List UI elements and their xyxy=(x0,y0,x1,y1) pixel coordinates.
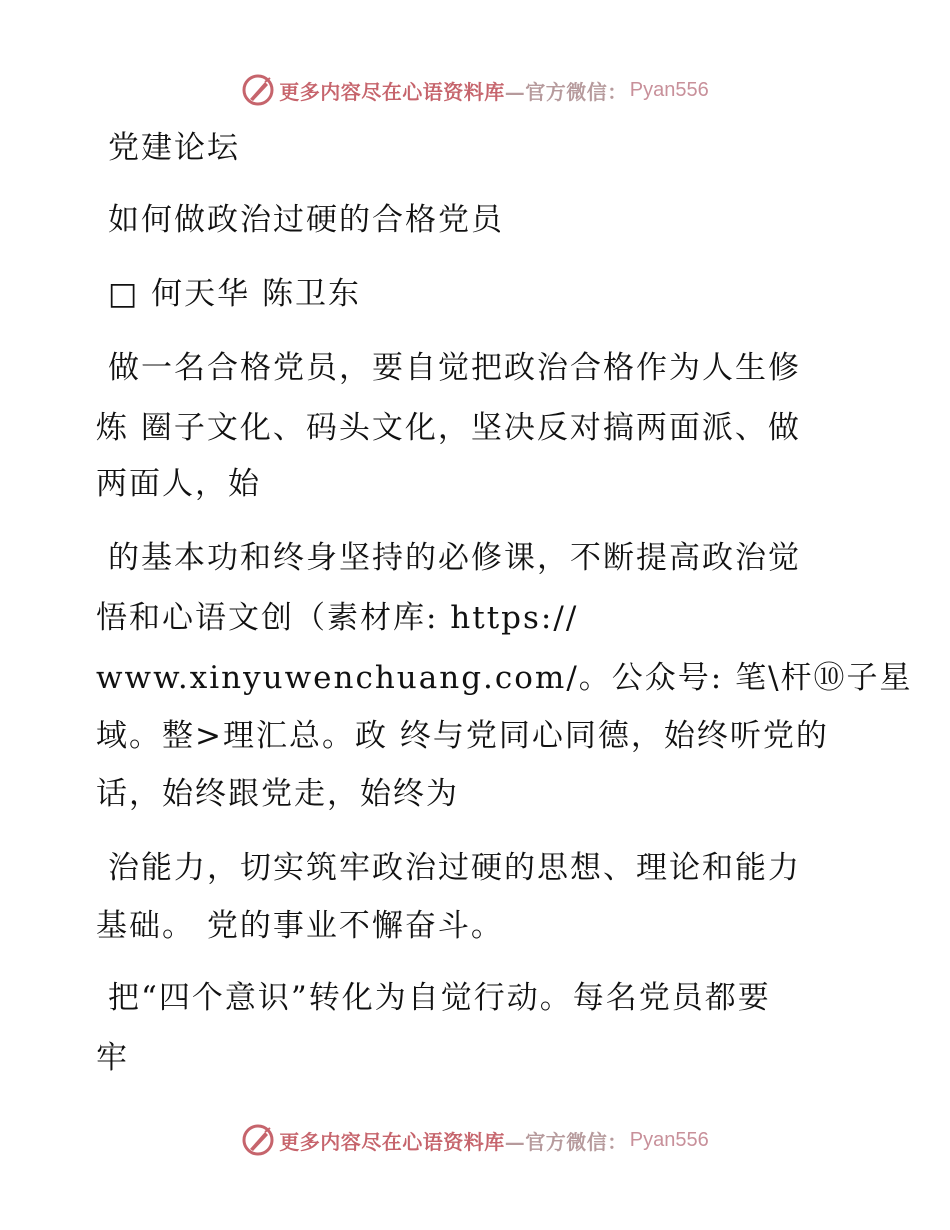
body-line: 治能力，切实筑牢政治过硬的思想、理论和能力 xyxy=(108,850,801,886)
watermark-main-text: 更多内容尽在心语资料库 xyxy=(279,79,505,104)
watermark-wechat-id: Pyan556 xyxy=(629,78,709,101)
watermark-dash-text: —官方微信： xyxy=(504,1129,628,1154)
watermark-main-text: 更多内容尽在心语资料库 xyxy=(279,1129,505,1154)
body-line: 的基本功和终身坚持的必修课，不断提高政治觉 xyxy=(108,540,801,576)
footer-watermark xyxy=(0,1120,950,1160)
body-line: 炼 圈子文化、码头文化，坚决反对搞两面派、做 xyxy=(96,410,801,446)
body-line: 做一名合格党员，要自觉把政治合格作为人生修 xyxy=(108,350,801,386)
body-line: 域。整>理汇总。政 终与党同心同德，始终听党的 xyxy=(96,718,829,754)
byline: □ 何天华 陈卫东 xyxy=(108,276,361,312)
body-line: 牢 xyxy=(96,1040,129,1076)
quill-pen-logo-icon xyxy=(241,73,275,107)
column-label: 党建论坛 xyxy=(108,130,240,166)
body-line: 把“四个意识”转化为自觉行动。每名党员都要 xyxy=(108,980,771,1016)
body-line: 基础。 党的事业不懈奋斗。 xyxy=(96,908,504,944)
quill-pen-logo-icon xyxy=(241,1123,275,1157)
body-line: www.xinyuwenchuang.com/。公众号: 笔\杆⑩子星 xyxy=(96,660,913,696)
header-watermark xyxy=(0,70,950,110)
article-title: 如何做政治过硬的合格党员 xyxy=(108,202,504,238)
watermark-dash-text: —官方微信： xyxy=(504,79,628,104)
body-line: 话，始终跟党走，始终为 xyxy=(96,776,459,812)
body-line: 两面人，始 xyxy=(96,466,261,502)
watermark-wechat-id: Pyan556 xyxy=(629,1128,709,1151)
body-line: 悟和心语文创（素材库: https:// xyxy=(96,600,579,636)
